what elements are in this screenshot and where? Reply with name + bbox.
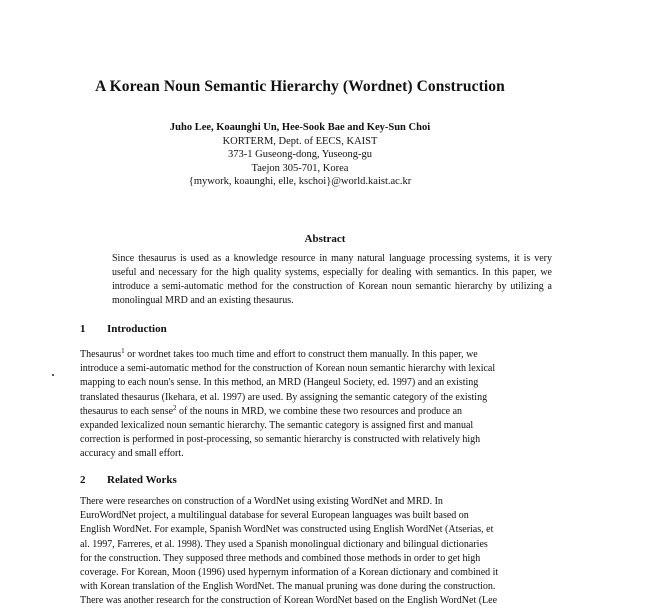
section-number: 2 bbox=[80, 474, 86, 486]
affiliation: KORTERM, Dept. of EECS, KAIST bbox=[222, 135, 378, 147]
paragraph-line: accuracy and small effort. bbox=[80, 448, 184, 460]
abstract-text: Since thesaurus is used as a knowledge resource in many natural language processing systems, it is very useful and necessary for the high quality systems, especially for dealing with semantics. In this paper, we introduce a semi-automatic method for the construction of Korean noun semantic hierarchy by utilizing a monolingual MRD and an existing thesaurus. bbox=[112, 253, 552, 306]
section-number: 1 bbox=[80, 323, 86, 335]
section-heading-introduction bbox=[80, 323, 167, 335]
abstract-heading: Abstract bbox=[304, 233, 346, 245]
paragraph-line: EuroWordNet project, a multilingual database for several European languages was built based on bbox=[80, 510, 469, 522]
paragraph-line: al. 1997, Farreres, et al. 1998). They used a Spanish monolingual dictionary and bilingual dictionaries bbox=[80, 538, 488, 550]
paragraph-line: for the construction. They supposed three methods and combined those methods in order to get high bbox=[80, 552, 481, 564]
author-block bbox=[0, 121, 600, 189]
paragraph-line: correction is performed in post-processing, so semantic hierarchy is constructed with relatively high bbox=[80, 434, 481, 446]
address-line-2: Taejon 305-701, Korea bbox=[251, 162, 349, 174]
section-title: Related Works bbox=[107, 474, 177, 486]
author-names: Juho Lee, Koaunghi Un, Hee-Sook Bae and Key-Sun Choi bbox=[169, 122, 431, 133]
paragraph-line: There were researches on construction of a WordNet using existing WordNet and MRD. In bbox=[80, 496, 443, 507]
introduction-paragraph bbox=[80, 348, 570, 462]
paragraph-line: introduce a semi-automatic method for the construction of Korean noun semantic hierarchy with lexical bbox=[80, 363, 496, 375]
paragraph-line: Thesaurus$^1$ or wordnet takes too much time and effort to construct them manually. In this paper, we bbox=[80, 347, 478, 360]
author-emails: {mywork, koaunghi, elle, kschoi}@world.kaist.ac.kr bbox=[188, 176, 412, 187]
paper-title: A Korean Noun Semantic Hierarchy (Wordnet) Construction bbox=[95, 78, 505, 95]
paragraph-line: expanded lexicalized noun semantic hierarchy. The semantic category is assigned first and manual bbox=[80, 420, 474, 432]
paragraph-line: English WordNet. For example, Spanish WordNet was constructed using English WordNet (Atserias, et bbox=[80, 524, 494, 536]
paragraph-line: translated thesaurus (Ikehara, et al. 1997) are used. By assigning the semantic category of the existing bbox=[80, 391, 488, 403]
section-heading-related-works bbox=[80, 474, 177, 486]
stray-mark bbox=[52, 374, 54, 376]
footnote-marker: 1 bbox=[121, 347, 125, 355]
related-works-paragraph bbox=[80, 495, 570, 609]
paragraph-line: coverage. For Korean, Moon (1996) used hypernym information of a Korean dictionary and combined it bbox=[80, 567, 499, 579]
section-title: Introduction bbox=[107, 323, 167, 335]
paragraph-line: with Korean translation of the English WordNet. The manual pruning was done during the construction. bbox=[80, 581, 496, 593]
paragraph-line: mapping to each noun's sense. In this method, an MRD (Hangeul Society, ed. 1997) and an existing bbox=[80, 377, 479, 389]
paragraph-line: There was another research for the construction of Korean WordNet based on the English WordNet (Lee bbox=[80, 595, 498, 607]
address-line-1: 373-1 Guseong-dong, Yuseong-gu bbox=[228, 149, 372, 160]
paragraph-line: thesaurus to each sense$^2$ of the nouns in MRD, we combine these two resources and produce an bbox=[80, 403, 463, 417]
footnote-marker: 2 bbox=[173, 403, 177, 412]
